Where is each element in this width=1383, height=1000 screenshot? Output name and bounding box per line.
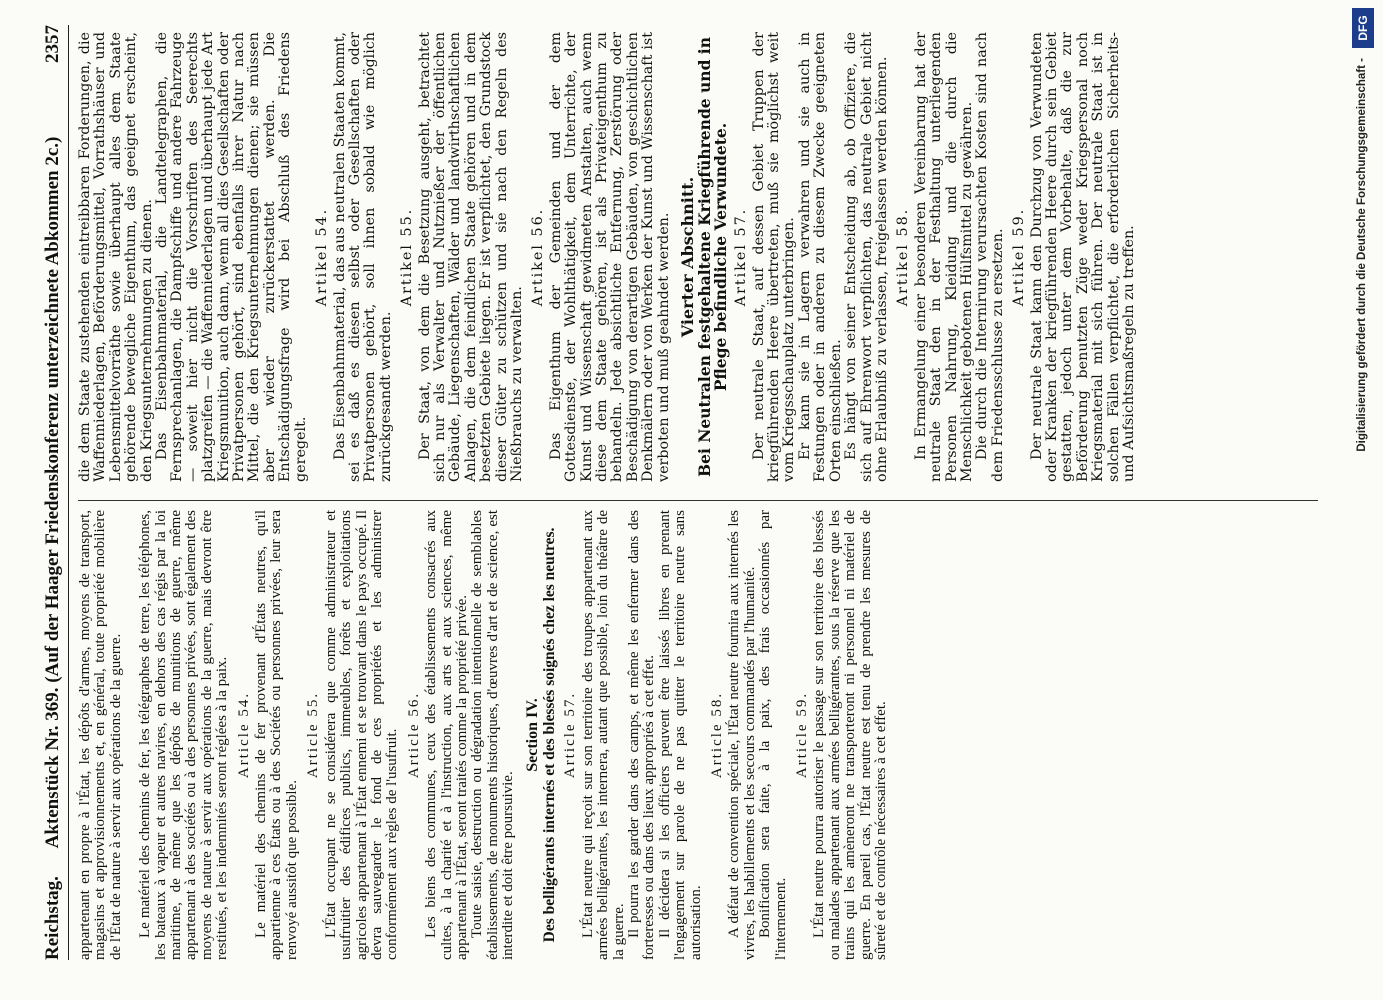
de-article-heading: Artikel 57. — [733, 207, 750, 307]
header-left: Reichstag. — [42, 876, 63, 960]
dfg-logo: DFG — [1352, 8, 1374, 48]
de-paragraph: Der neutrale Staat kann den Durchzug von Verwundeten oder Kranken der kriegführenden Heere durch sein Gebiet gestatten, jedoch unter dem Vorbehalte, daß die zur Beförderung benutzten Züge weder Kriegspersonal noch Kriegsmaterial mit sich führen. Der neutrale Staat ist in solchen Fällen verpflichtet, die erforderlichen Sicherheits- und Aufsichtsmaßregeln zu treffen. — [1028, 32, 1137, 482]
fr-paragraph: Les biens des communes, ceux des établissements consacrés aux cultes, à la charité et à l'instruction, aux arts et aux sciences, même appartenant à l'État, seront traités comme la propriété privée. — [423, 510, 470, 960]
de-paragraph: Das Eigenthum der Gemeinden und der dem Gottesdienste, der Wohlthätigkeit, dem Unterrichte, der Kunst und Wissenschaft gewidmeten Anstalten, auch wenn diese dem Staate gehören, ist als Privateigenthum zu behandeln. Jede absichtliche Entfernung, Zerstörung oder Beschädigung von derartigen Gebäuden, von geschichtlichen Denkmälern oder von Werken der Kunst und Wissenschaft ist verboten und muß geahndet werden. — [547, 32, 672, 482]
fr-paragraph: appartenant en propre à l'État, les dépôts d'armes, moyens de transport, magasins et approvisionnements et, en général, toute propriété mobilière de l'État de nature à servir aux opérations de la guerre. — [77, 510, 124, 960]
fr-section-heading: Section IV. — [523, 698, 541, 772]
fr-article-heading: Article 58. — [709, 691, 726, 779]
fr-section-title: Des belligérants internés et des blessés soignés chez les neutres. — [540, 527, 558, 943]
digitization-credit — [1348, 0, 1380, 1000]
fr-paragraph: Le matériel des chemins de fer, les télégraphes de terre, les téléphones, les bateaux à vapeur et autres navires, en dehors des cas régis par la loi maritime, de même que les dépôts de munitions de guerre, même appartenant à des sociétés ou à des personnes privées, sont également des moyens de nature à servir aux opérations de la guerre, mais devront être restitués, et les indemnités seront réglées à la paix. — [137, 510, 231, 960]
credit-text: Digitalisierung gefördert durch die Deutsche Forschungsgemeinschaft - — [1356, 58, 1368, 452]
fr-article-heading: Article 57. — [562, 691, 579, 779]
de-article-heading: Artikel 54. — [314, 207, 331, 307]
header-title: Aktenstück Nr. 369. (Auf der Haager Friedenskonferenz unterzeichnete Abkommen 2c.) — [42, 136, 63, 849]
de-article-heading: Artikel 58. — [895, 207, 912, 307]
fr-paragraph: L'État occupant ne se considérera que comme administrateur et usufruitier des édifices publics, immeubles, forêts et exploitations agricoles appartenant à l'État ennemi et se trouvant dans le pays occupé. Il devra sauvegarder le fond de ces propriétés et les administrer conformément aux règles de l'usufruit. — [322, 510, 401, 960]
de-paragraph: Das Eisenbahnmaterial, das aus neutralen Staaten kommt, sei es daß es diesen selbst oder Gesellschaften oder Privatpersonen gehört, soll ihnen sobald wie möglich zurückgesandt werden. — [331, 32, 394, 482]
de-paragraph: Es hängt von seiner Entscheidung ab, ob Offiziere, die sich auf Ehrenwort verpflichten, das neutrale Gebiet nicht ohne Erlaubniß zu verlassen, freigelassen werden können. — [843, 32, 890, 482]
de-section-title: Bei Neutralen festgehaltene Kriegführende und in Pflege befindliche Verwundete. — [695, 37, 730, 477]
de-paragraph: Der Staat, von dem die Besetzung ausgeht, betrachtet sich nur als Verwalter und Nutznießer der öffentlichen Gebäude, Liegenschaften, Wälder und landwirthschaftlichen Anlagen, die dem feindlichen Staate gehören und in dem besetzten Gebiete liegen. Er ist verpflichtet, den Grundstock dieser Güter zu schützen und sie nach den Regeln des Nießbrauchs zu verwalten. — [416, 32, 525, 482]
fr-article-heading: Article 59. — [794, 691, 811, 779]
de-paragraph: Die durch die Internirung verursachten Kosten sind nach dem Friedensschlusse zu ersetzen. — [974, 32, 1006, 482]
fr-paragraph: L'État neutre pourra autoriser le passage sur son territoire des blessés ou malades appartenant aux armées belligérantes, sous la réserve que les trains qui les amèneront ne transporteront ni personnel ni matériel de guerre. En pareil cas, l'État neutre est tenu de prendre les mesures de sûreté et de contrôle nécessaires à cet effet. — [811, 510, 890, 960]
de-paragraph: Das Eisenbahnmaterial, die Landtelegraphen, die Fernsprechanlagen, die Dampfschiffe und andere Fahrzeuge — soweit hier nicht die Vorschriften des Seerechts platzgreifen — die Waffenniederlagen und überhaupt jede Art Kriegsmunition, auch dann, wenn all dies Gesellschaften oder Privatpersonen gehört, sind ebenfalls ihrer Natur nach Mittel, die den Kriegsunternehmungen dienen; sie müssen aber wieder zurückerstattet werden. Die Entschädigungsfrage wird bei Abschluß des Friedens geregelt. — [154, 32, 309, 482]
german-column — [78, 32, 1137, 482]
de-article-heading: Artikel 56. — [530, 207, 547, 307]
fr-article-heading: Article 54. — [235, 691, 252, 779]
fr-paragraph: Toute saisie, destruction ou dégradation intentionnelle de semblables établissements, de monuments historiques, d'œuvres d'art et de science, est interdite et doit être poursuivie. — [469, 510, 517, 960]
de-article-heading: Artikel 55. — [399, 207, 416, 307]
de-section-heading: Vierter Abschnitt. — [678, 176, 698, 338]
fr-paragraph: Il pourra les garder dans des camps, et même les enfermer dans des forteresses ou dans des lieux appropriés à cet effet. — [626, 510, 658, 960]
page-number: 2357 — [42, 25, 63, 63]
de-article-heading: Artikel 59. — [1011, 207, 1028, 307]
de-paragraph: Er kann sie in Lagern verwahren und sie auch in Festungen oder in anderen zu diesem Zwecke geeigneten Orten einschließen. — [796, 32, 844, 482]
fr-paragraph: Il décidera si les officiers peuvent être laissés libres en prenant l'engagement sur parole de ne pas quitter le territoire neutre sans autorisation. — [656, 510, 704, 960]
de-paragraph: In Ermangelung einer besonderen Vereinbarung hat der neutrale Staat den in der Festhaltung unterliegenden Personen Nahrung, Kleidung und die durch die Menschlichkeit gebotenen Hülfsmittel zu gewähren. — [912, 32, 975, 482]
french-column — [78, 510, 890, 960]
fr-article-heading: Article 55. — [305, 691, 322, 779]
fr-paragraph: Le matériel des chemins de fer provenant d'États neutres, qu'il appartienne à ces États ou à des Sociétés ou personnes privées, leur sera renvoyé aussitôt que possible. — [253, 510, 300, 960]
de-paragraph: Der neutrale Staat, auf dessen Gebiet Truppen der kriegführenden Heere übertreten, muß sie möglichst weit vom Kriegsschauplatz unterbringen. — [750, 32, 798, 482]
fr-paragraph: L'État neutre qui reçoit sur son territoire des troupes appartenant aux armées belligérantes, les internera, autant que possible, loin du théâtre de la guerre. — [579, 510, 627, 960]
fr-paragraph: Bonification sera faite, à la paix, des frais occasionnés par l'internement. — [757, 510, 789, 960]
fr-paragraph: A défaut de convention spéciale, l'État neutre fournira aux internés les vivres, les habillements et les secours commandés par l'humanité. — [726, 510, 758, 960]
page-header — [38, 25, 69, 960]
fr-article-heading: Article 56. — [405, 691, 422, 779]
column-divider — [78, 500, 1318, 501]
de-paragraph: die dem Staate zustehenden eintreibbaren Forderungen, die Waffenniederlagen, Beförderungsmittel, Vorrathshäuser und Lebensmittelvorräthe sowie überhaupt alles dem Staate gehörende bewegliche Eigenthum, das geeignet erscheint, den Kriegsunternehmungen zu dienen. — [77, 32, 155, 482]
